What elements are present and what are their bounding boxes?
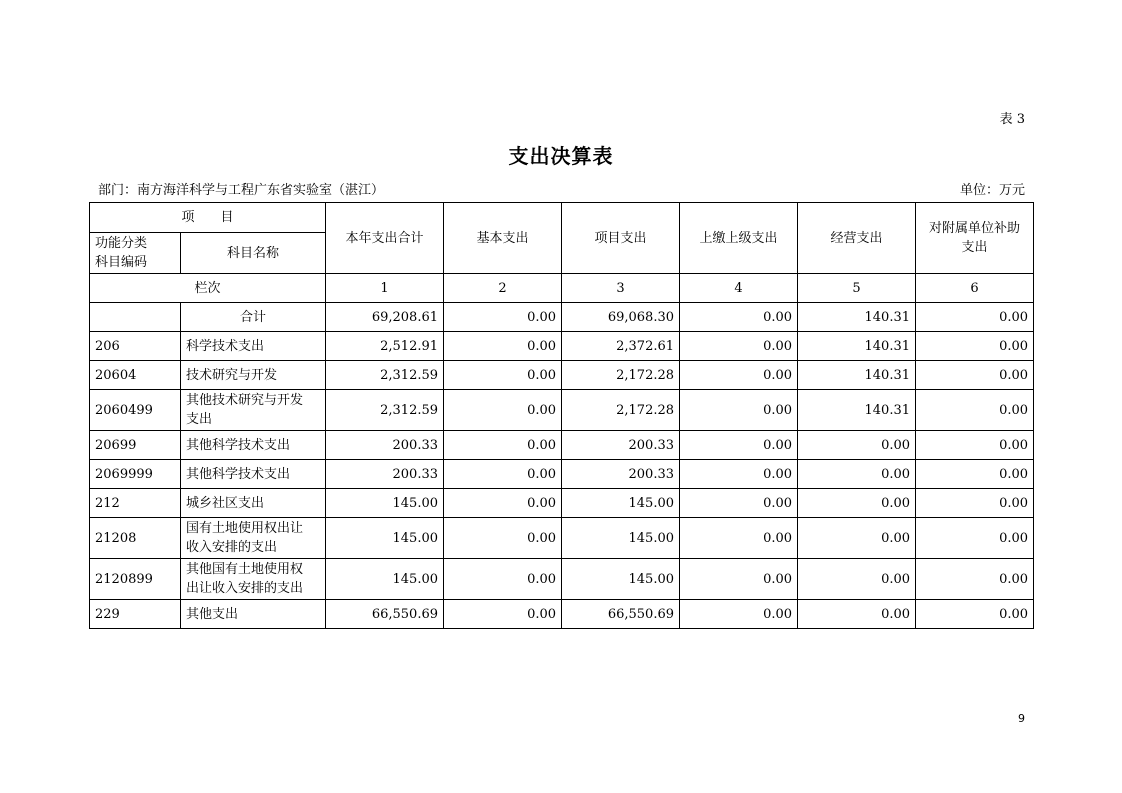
row-value: 0.00 xyxy=(916,518,1034,559)
header-col-2: 基本支出 xyxy=(444,203,562,274)
row-value: 0.00 xyxy=(916,460,1034,489)
row-name: 国有土地使用权出让 收入安排的支出 xyxy=(181,518,326,559)
row-name: 技术研究与开发 xyxy=(181,361,326,390)
row-value: 140.31 xyxy=(798,332,916,361)
row-value: 0.00 xyxy=(916,431,1034,460)
page-number: 9 xyxy=(1018,712,1025,725)
lanci-num: 4 xyxy=(680,274,798,303)
row-value: 0.00 xyxy=(916,559,1034,600)
total-value: 0.00 xyxy=(916,303,1034,332)
row-name: 城乡社区支出 xyxy=(181,489,326,518)
row-value: 145.00 xyxy=(326,489,444,518)
row-value: 0.00 xyxy=(916,361,1034,390)
row-value: 0.00 xyxy=(444,361,562,390)
row-name: 其他国有土地使用权 出让收入安排的支出 xyxy=(181,559,326,600)
lanci-num: 5 xyxy=(798,274,916,303)
row-value: 0.00 xyxy=(680,431,798,460)
row-value: 0.00 xyxy=(680,460,798,489)
row-value: 2,172.28 xyxy=(562,361,680,390)
total-value: 69,208.61 xyxy=(326,303,444,332)
header-col-4: 上缴上级支出 xyxy=(680,203,798,274)
table-row xyxy=(90,600,1034,629)
table-row xyxy=(90,390,1034,431)
table-row xyxy=(90,361,1034,390)
row-value: 0.00 xyxy=(680,361,798,390)
lanci-label: 栏次 xyxy=(90,274,326,303)
row-value: 0.00 xyxy=(680,559,798,600)
row-value: 200.33 xyxy=(326,431,444,460)
row-value: 145.00 xyxy=(326,518,444,559)
row-value: 145.00 xyxy=(562,489,680,518)
table-row xyxy=(90,518,1034,559)
row-value: 140.31 xyxy=(798,390,916,431)
row-value: 2,372.61 xyxy=(562,332,680,361)
total-value: 0.00 xyxy=(444,303,562,332)
table-row xyxy=(90,332,1034,361)
row-value: 66,550.69 xyxy=(326,600,444,629)
total-code-cell xyxy=(90,303,181,332)
table-row xyxy=(90,489,1034,518)
row-value: 0.00 xyxy=(444,559,562,600)
row-code: 2060499 xyxy=(90,390,181,431)
lanci-num: 3 xyxy=(562,274,680,303)
row-value: 0.00 xyxy=(798,518,916,559)
row-value: 0.00 xyxy=(680,489,798,518)
total-value: 140.31 xyxy=(798,303,916,332)
header-item: 项 目 xyxy=(90,203,326,233)
row-value: 0.00 xyxy=(916,489,1034,518)
row-value: 2,312.59 xyxy=(326,361,444,390)
lanci-num: 1 xyxy=(326,274,444,303)
row-name: 其他科学技术支出 xyxy=(181,431,326,460)
row-name: 科学技术支出 xyxy=(181,332,326,361)
row-value: 0.00 xyxy=(444,332,562,361)
row-value: 0.00 xyxy=(916,600,1034,629)
row-value: 2,512.91 xyxy=(326,332,444,361)
row-code: 212 xyxy=(90,489,181,518)
row-value: 200.33 xyxy=(562,431,680,460)
row-value: 0.00 xyxy=(798,559,916,600)
unit-label: 单位：万元 xyxy=(959,183,1025,198)
row-value: 0.00 xyxy=(444,460,562,489)
lanci-num: 2 xyxy=(444,274,562,303)
row-value: 2,172.28 xyxy=(562,390,680,431)
row-name: 其他支出 xyxy=(181,600,326,629)
row-value: 0.00 xyxy=(444,390,562,431)
row-code: 229 xyxy=(90,600,181,629)
row-value: 0.00 xyxy=(444,518,562,559)
row-code: 21208 xyxy=(90,518,181,559)
row-value: 0.00 xyxy=(444,431,562,460)
table-number: 表 3 xyxy=(999,112,1025,127)
row-value: 0.00 xyxy=(680,600,798,629)
department-label: 部门：南方海洋科学与工程广东省实验室（湛江） xyxy=(98,183,385,198)
row-value: 200.33 xyxy=(326,460,444,489)
table-row xyxy=(90,559,1034,600)
row-value: 140.31 xyxy=(798,361,916,390)
total-row xyxy=(90,303,1034,332)
row-code: 2120899 xyxy=(90,559,181,600)
total-label: 合计 xyxy=(181,303,326,332)
row-value: 2,312.59 xyxy=(326,390,444,431)
row-value: 0.00 xyxy=(680,518,798,559)
row-value: 0.00 xyxy=(916,390,1034,431)
total-value: 0.00 xyxy=(680,303,798,332)
row-value: 0.00 xyxy=(444,489,562,518)
row-value: 0.00 xyxy=(444,600,562,629)
table-row xyxy=(90,431,1034,460)
row-value: 145.00 xyxy=(562,559,680,600)
table-row xyxy=(90,460,1034,489)
row-value: 0.00 xyxy=(798,600,916,629)
expenditure-table xyxy=(89,202,1034,629)
row-value: 0.00 xyxy=(798,460,916,489)
row-name: 其他技术研究与开发 支出 xyxy=(181,390,326,431)
row-code: 20699 xyxy=(90,431,181,460)
row-value: 0.00 xyxy=(916,332,1034,361)
lanci-num: 6 xyxy=(916,274,1034,303)
header-name: 科目名称 xyxy=(181,233,326,274)
row-code: 206 xyxy=(90,332,181,361)
row-value: 0.00 xyxy=(680,332,798,361)
row-value: 0.00 xyxy=(798,431,916,460)
header-code: 功能分类 科目编码 xyxy=(90,233,181,274)
row-code: 20604 xyxy=(90,361,181,390)
row-name: 其他科学技术支出 xyxy=(181,460,326,489)
header-col-5: 经营支出 xyxy=(798,203,916,274)
row-code: 2069999 xyxy=(90,460,181,489)
row-value: 66,550.69 xyxy=(562,600,680,629)
total-value: 69,068.30 xyxy=(562,303,680,332)
header-col-1: 本年支出合计 xyxy=(326,203,444,274)
row-value: 0.00 xyxy=(680,390,798,431)
header-col-3: 项目支出 xyxy=(562,203,680,274)
row-value: 145.00 xyxy=(326,559,444,600)
row-value: 145.00 xyxy=(562,518,680,559)
row-value: 0.00 xyxy=(798,489,916,518)
page-title: 支出决算表 xyxy=(508,144,614,168)
row-value: 200.33 xyxy=(562,460,680,489)
header-col-6: 对附属单位补助 支出 xyxy=(916,203,1034,274)
